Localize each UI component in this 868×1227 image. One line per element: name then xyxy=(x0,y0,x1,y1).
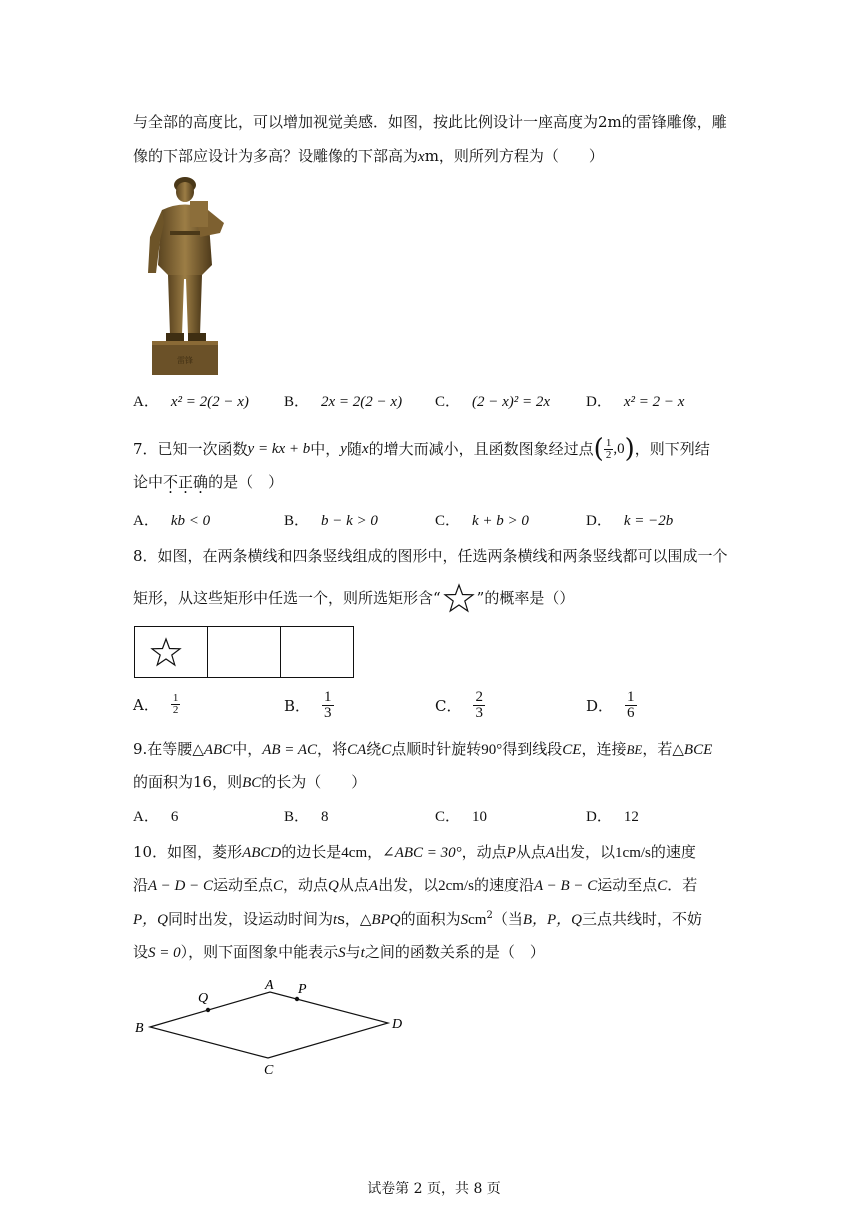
q6-line2-end: m，则所列方程为（ ） xyxy=(424,147,604,165)
q9-option-c[interactable] xyxy=(435,806,487,828)
option-text: kb < 0 xyxy=(170,513,211,529)
q10-path: A − D − C xyxy=(148,878,213,894)
q6-var-x: x xyxy=(418,149,425,165)
q10-text: 的速度 xyxy=(650,843,696,861)
option-label: B． xyxy=(284,809,310,825)
q7-option-a[interactable] xyxy=(133,510,210,532)
q8-text: ”的概率是（） xyxy=(476,589,575,607)
q9-triangle: △ABC xyxy=(192,742,233,758)
q10-line4 xyxy=(133,941,545,964)
option-text: b − k > 0 xyxy=(321,513,378,529)
q9-option-d[interactable] xyxy=(586,806,639,828)
option-text: 2x = 2(2 − x) xyxy=(321,394,403,410)
q7-line1: 7．已知一次函数 y = kx + b 中， y 随 x 的增大而减小，且函数图象经过点 ( $\frac{1}{2}$ ,0 ) ，则下列结 xyxy=(133,434,710,464)
q10-text: ， xyxy=(367,843,383,861)
point-p-label: P xyxy=(298,982,307,997)
option-label: B． xyxy=(284,696,311,715)
emphasis-char: 确 xyxy=(193,473,209,491)
option-text: 10 xyxy=(472,809,488,825)
option-label: B． xyxy=(284,513,310,529)
q10-speed: 2cm/s xyxy=(438,878,474,894)
emphasis-char: 正 xyxy=(178,473,194,491)
q8-option-c[interactable] xyxy=(435,690,485,721)
q10-points: B，P，Q xyxy=(522,912,582,928)
q10-text: 出发，以 xyxy=(555,843,616,861)
q10-text: 的面积为 xyxy=(400,910,461,928)
leifeng-statue-image xyxy=(140,175,230,378)
fraction-denominator: 6 xyxy=(627,705,635,721)
q10-points: P，Q xyxy=(133,912,168,928)
q7-point-fraction xyxy=(604,438,614,461)
q9-line2 xyxy=(133,771,366,794)
vertex-c-label: C xyxy=(264,1063,274,1078)
q10-text: 运动至点 xyxy=(597,876,658,894)
q9-text: 点顺时针旋转 xyxy=(391,740,482,758)
q10-point: A xyxy=(545,845,556,861)
star-icon xyxy=(443,583,475,613)
q10-text: 同时出发，设运动时间为 xyxy=(168,910,334,928)
grid-cell xyxy=(135,627,208,677)
option-text: x² = 2(2 − x) xyxy=(170,394,249,410)
q10-rhombus: ABCD xyxy=(242,845,282,861)
q7-option-b[interactable] xyxy=(284,510,378,532)
q10-point: Q xyxy=(328,878,339,894)
q10-side-length: 4cm xyxy=(341,845,368,861)
q10-point: C xyxy=(657,878,668,894)
option-text: 8 xyxy=(321,809,329,825)
q7-equation: y = kx + b xyxy=(247,441,311,457)
option-label: C． xyxy=(435,809,461,825)
statue-plaque: 雷锋 xyxy=(177,356,193,365)
q9-text: 的面积为16，则 xyxy=(133,773,243,791)
option-text: k + b > 0 xyxy=(472,513,529,529)
fraction-denominator: 2 xyxy=(172,704,179,716)
q10-text: ），则下面图象中能表示 xyxy=(180,943,339,961)
q10-text: 出发，以 xyxy=(378,876,439,894)
q10-text: 从点 xyxy=(515,843,546,861)
option-label: D． xyxy=(586,513,612,529)
q10-var-s: S xyxy=(460,912,469,928)
option-label: A． xyxy=(133,513,159,529)
q7-text: 中， xyxy=(310,440,341,458)
option-label: A． xyxy=(133,809,159,825)
option-label: C． xyxy=(435,696,462,715)
q10-var-t: t xyxy=(360,945,365,961)
rhombus-abcd xyxy=(150,992,388,1058)
q10-equation: S = 0 xyxy=(148,945,181,961)
option-fraction xyxy=(171,693,181,716)
q6-option-c[interactable] xyxy=(435,391,550,413)
q10-var-t: t xyxy=(333,912,338,928)
q7-line2 xyxy=(133,471,283,493)
q7-text: ，则下列结 xyxy=(634,440,710,458)
q9-point: C xyxy=(381,742,392,758)
q9-text: 9.在等腰 xyxy=(133,740,193,758)
q7-text: 7．已知一次函数 xyxy=(133,440,248,458)
option-text: 6 xyxy=(170,809,179,825)
page-footer: 试卷第 2 页，共 8 页 xyxy=(367,1181,501,1197)
q7-var-x: x xyxy=(361,441,369,457)
q9-text: 得到线段 xyxy=(502,740,563,758)
fraction-denominator: 3 xyxy=(475,705,483,721)
point-q-label: Q xyxy=(198,991,209,1006)
q10-text: ，动点 xyxy=(283,876,329,894)
option-text: k = −2b xyxy=(623,513,674,529)
q9-option-b[interactable] xyxy=(284,806,329,828)
option-label: A． xyxy=(133,394,159,410)
q10-var-s: S xyxy=(338,945,346,961)
q10-text: 10．如图，菱形 xyxy=(133,843,243,861)
rhombus-figure xyxy=(130,975,420,1085)
option-label: D． xyxy=(586,394,612,410)
q7-point-y: ,0 xyxy=(613,441,625,457)
q9-triangle: △BCE xyxy=(672,742,713,758)
q10-point: A xyxy=(368,878,379,894)
q8-option-a[interactable] xyxy=(133,693,180,716)
option-text: x² = 2 − x xyxy=(623,394,685,410)
q10-text: 的边长是 xyxy=(281,843,342,861)
option-fraction xyxy=(625,690,637,721)
option-fraction xyxy=(473,690,485,721)
q9-option-a[interactable] xyxy=(133,806,178,828)
q10-text: （当 xyxy=(492,910,523,928)
q10-text: 运动至点 xyxy=(213,876,274,894)
q10-text: 之间的函数关系的是（ ） xyxy=(364,943,545,961)
q9-text: 的长为（ ） xyxy=(261,773,367,791)
q8-option-d[interactable] xyxy=(586,690,637,721)
q10-text: ，动点 xyxy=(461,843,507,861)
fraction-numerator: 2 xyxy=(475,689,483,705)
fraction-numerator: 1 xyxy=(605,436,612,449)
q10-text: 从点 xyxy=(338,876,369,894)
grid-cell xyxy=(208,627,281,677)
q10-speed: 1cm/s xyxy=(615,845,651,861)
option-fraction xyxy=(322,690,334,721)
q10-text: 沿 xyxy=(133,876,149,894)
q6-line2-text: 像的下部应设计为多高？设雕像的下部高为 xyxy=(133,147,419,165)
q9-segment: CA xyxy=(347,742,367,758)
q6-option-d[interactable] xyxy=(586,391,684,413)
option-text: (2 − x)² = 2x xyxy=(472,394,551,410)
option-label: D． xyxy=(586,696,614,715)
vertex-a-label: A xyxy=(265,978,274,993)
q9-text: 中， xyxy=(232,740,263,758)
option-text: 12 xyxy=(623,809,639,825)
q10-point: P xyxy=(506,845,516,861)
vertex-d-label: D xyxy=(392,1017,403,1032)
q10-text: s， xyxy=(337,910,360,928)
q10-path: A − B − C xyxy=(533,878,598,894)
option-label: A． xyxy=(133,695,159,714)
fraction-numerator: 1 xyxy=(324,689,332,705)
q7-text: 随 xyxy=(346,440,362,458)
q7-option-c[interactable] xyxy=(435,510,529,532)
point-q-dot xyxy=(206,1008,210,1012)
fraction-numerator: 1 xyxy=(172,692,179,704)
option-label: B． xyxy=(284,394,310,410)
q9-equation: AB = AC xyxy=(262,742,318,758)
q10-text: 三点共线时，不妨 xyxy=(582,910,703,928)
q9-text: ，将 xyxy=(317,740,348,758)
option-label: D． xyxy=(586,809,612,825)
q8-rectangle-grid xyxy=(134,626,354,678)
fraction-denominator: 2 xyxy=(605,448,612,461)
q10-unit: cm xyxy=(468,912,487,928)
option-label: C． xyxy=(435,394,461,410)
q8-option-b[interactable] xyxy=(284,690,334,721)
q7-var-y: y xyxy=(340,441,347,457)
option-label: C． xyxy=(435,513,461,529)
q6-line1: 与全部的高度比，可以增加视觉美感．如图，按此比例设计一座高度为2m的雷锋雕像，雕 xyxy=(133,113,727,131)
q6-option-b[interactable] xyxy=(284,391,402,413)
q9-angle: 90° xyxy=(481,742,503,758)
q10-triangle: △BPQ xyxy=(359,912,401,928)
q10-line3: P，Q同时出发，设运动时间为ts，△BPQ的面积为Scm$^2$（当B，P，Q三点共线时，不妨 xyxy=(133,910,703,928)
q7-text: 的增大而减小，且函数图象经过点 xyxy=(368,440,594,458)
q9-text: ，连接 xyxy=(581,740,627,758)
grid-cell xyxy=(281,627,353,677)
fraction-denominator: 3 xyxy=(324,705,332,721)
q10-text: 设 xyxy=(133,943,149,961)
fraction-numerator: 1 xyxy=(627,689,635,705)
point-p-dot xyxy=(295,997,299,1001)
q10-point: C xyxy=(273,878,284,894)
q10-text: ．若 xyxy=(667,876,698,894)
q10-text: 的速度沿 xyxy=(473,876,534,894)
vertex-b-label: B xyxy=(135,1021,144,1036)
q7-text: 的是（ ） xyxy=(208,473,284,491)
q10-text: 与 xyxy=(345,943,361,961)
q6-option-a[interactable] xyxy=(133,391,249,413)
star-icon xyxy=(150,637,182,667)
q9-text: 绕 xyxy=(366,740,382,758)
q8-line2 xyxy=(133,583,574,613)
q6-line2 xyxy=(133,145,604,168)
q10-angle: ∠ABC = 30° xyxy=(382,845,462,861)
q10-line1 xyxy=(133,841,696,864)
q8-text: 矩形，从这些矩形中任选一个，则所选矩形含“ xyxy=(133,589,441,607)
q9-segment: BC xyxy=(242,775,262,791)
q9-line1 xyxy=(133,738,712,761)
q9-segment: CE xyxy=(562,742,582,758)
q7-option-d[interactable] xyxy=(586,510,673,532)
q8-line1: 8．如图，在两条横线和四条竖线组成的图形中，任选两条横线和两条竖线都可以围成一个 xyxy=(133,547,728,565)
q9-segment: BE xyxy=(626,742,643,757)
q10-line2 xyxy=(133,874,697,897)
q7-text: 论中 xyxy=(133,473,164,491)
q9-text: ，若 xyxy=(642,740,673,758)
emphasis-char: 不 xyxy=(163,473,179,491)
